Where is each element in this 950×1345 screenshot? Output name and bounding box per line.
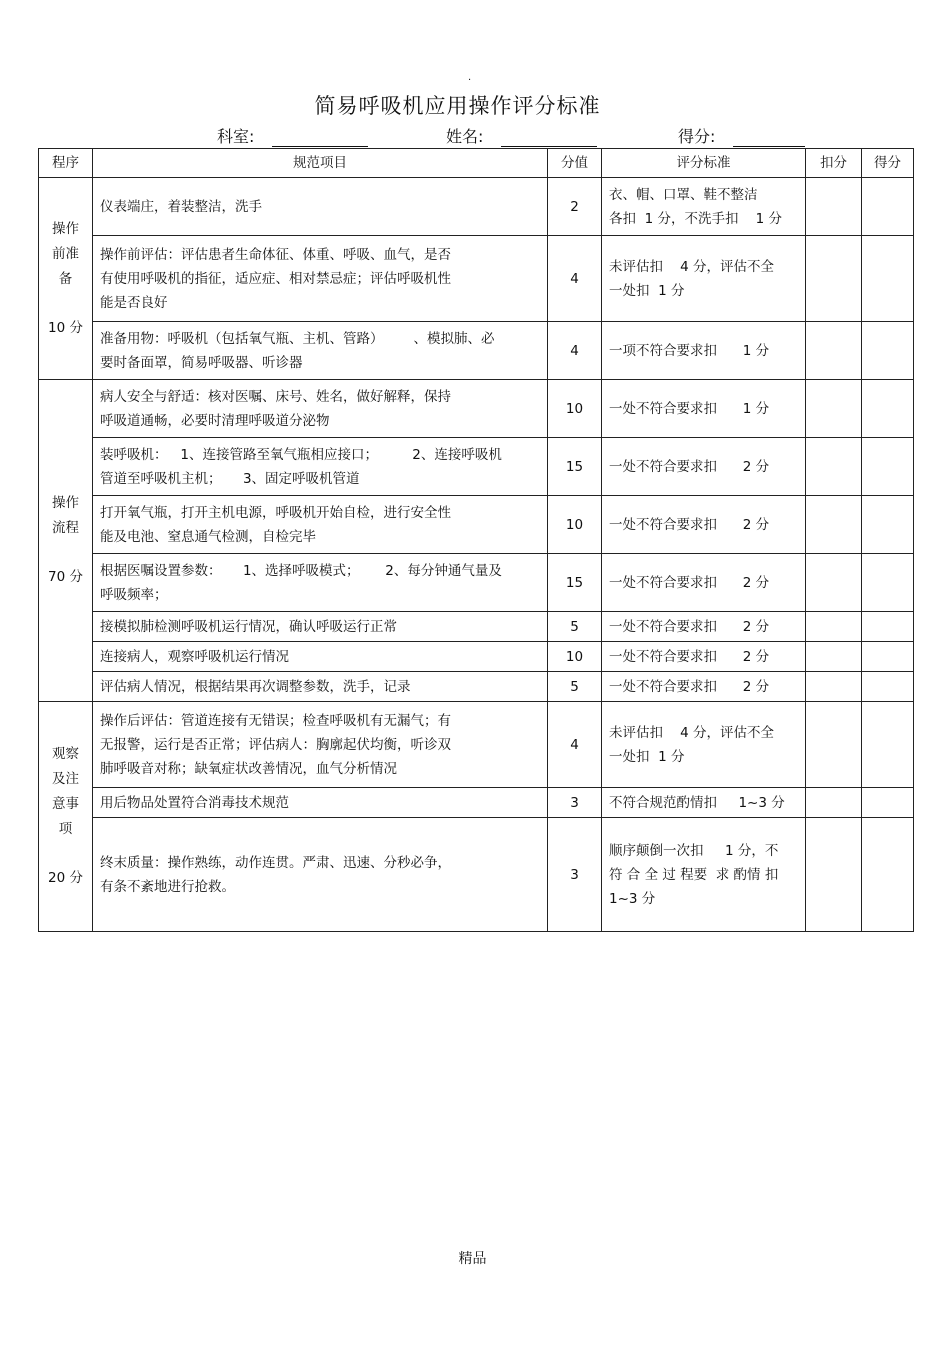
criteria-line: 符 合 全 过 程要 求 酌情 扣 [609, 866, 779, 883]
criteria-line: 一项不符合要求扣 1 分 [609, 342, 770, 359]
section-name-line: 操作 [52, 220, 79, 237]
criteria-cell [602, 672, 806, 702]
header-cell: 程序 [39, 149, 93, 178]
criteria-line: 一处不符合要求扣 2 分 [609, 618, 770, 635]
score-cell: 15 [548, 438, 602, 496]
deduction-cell[interactable] [806, 236, 862, 322]
criteria-line: 一处不符合要求扣 2 分 [609, 648, 770, 665]
item-line: 呼吸频率； [100, 586, 168, 603]
score-cell: 4 [548, 322, 602, 380]
score-cell: 10 [548, 380, 602, 438]
table-row [39, 178, 914, 236]
criteria-line: 一处不符合要求扣 2 分 [609, 516, 770, 533]
section-points: 70 分 [48, 569, 83, 585]
criteria-cell [602, 642, 806, 672]
table-row [39, 612, 914, 642]
criteria-cell [602, 612, 806, 642]
item-line: 评估病人情况，根据结果再次调整参数，洗手，记录 [100, 678, 411, 695]
header-cell: 分值 [548, 149, 602, 178]
criteria-line: 未评估扣 4 分，评估不全 [609, 258, 775, 275]
table-row [39, 380, 914, 438]
criteria-line: 未评估扣 4 分，评估不全 [609, 724, 775, 741]
footer-text: 精品 [458, 1251, 487, 1267]
name-field [446, 124, 597, 147]
obtained-cell[interactable] [862, 236, 914, 322]
department-field [217, 124, 368, 147]
name-label: 姓名: [446, 127, 484, 146]
item-line: 有条不紊地进行抢救。 [100, 878, 235, 895]
item-line: 管道至呼吸机主机； 3、固定呼吸机管道 [100, 470, 360, 487]
deduction-cell[interactable] [806, 672, 862, 702]
score-cell: 4 [548, 236, 602, 322]
table-header-row [39, 149, 914, 178]
section-cell [39, 702, 93, 932]
criteria-line: 顺序颠倒一次扣 1 分，不 [609, 842, 779, 859]
item-line: 装呼吸机： 1、连接管路至氧气瓶相应接口； 2、连接呼吸机 [100, 446, 502, 463]
criteria-cell [602, 496, 806, 554]
item-cell [93, 702, 548, 788]
item-line: 肺呼吸音对称；缺氧症状改善情况，血气分析情况 [100, 760, 397, 777]
section-points: 10 分 [48, 319, 83, 336]
page-title: 简易呼吸机应用操作评分标准 [314, 94, 601, 118]
table-row [39, 788, 914, 818]
table-row [39, 236, 914, 322]
table-row [39, 818, 914, 932]
item-cell [93, 554, 548, 612]
criteria-line: 一处不符合要求扣 1 分 [609, 400, 770, 417]
criteria-line: 一处不符合要求扣 2 分 [609, 574, 770, 591]
item-cell [93, 672, 548, 702]
obtained-cell[interactable] [862, 322, 914, 380]
criteria-line: 一处扣 1 分 [609, 748, 685, 765]
criteria-cell [602, 788, 806, 818]
table-row [39, 322, 914, 380]
item-line: 操作前评估：评估患者生命体征、体重、呼吸、血气，是否 [100, 246, 451, 263]
criteria-line: 一处不符合要求扣 2 分 [609, 458, 770, 475]
deduction-cell[interactable] [806, 642, 862, 672]
table-row [39, 702, 914, 788]
item-line: 仪表端庄，着装整洁，洗手 [100, 198, 262, 215]
item-line: 操作后评估：管道连接有无错误；检查呼吸机有无漏气；有 [100, 712, 451, 729]
item-line: 要时备面罩，简易呼吸器、听诊器 [100, 354, 303, 371]
score-cell: 10 [548, 496, 602, 554]
criteria-line: 各扣 1 分，不洗手扣 1 分 [609, 210, 783, 227]
deduction-cell[interactable] [806, 380, 862, 438]
obtained-cell[interactable] [862, 178, 914, 236]
header-cell: 规范项目 [93, 149, 548, 178]
criteria-cell [602, 380, 806, 438]
obtained-cell[interactable] [862, 642, 914, 672]
item-line: 准备用物：呼吸机（包括氧气瓶、主机、管路） 、模拟肺、必 [100, 330, 495, 347]
criteria-cell [602, 322, 806, 380]
criteria-cell [602, 554, 806, 612]
score-cell: 5 [548, 612, 602, 642]
section-name-line: 前准 [52, 245, 79, 262]
scoring-table [38, 148, 914, 932]
section-cell [39, 380, 93, 702]
score-cell: 3 [548, 788, 602, 818]
obtained-cell[interactable] [862, 702, 914, 788]
score-cell: 2 [548, 178, 602, 236]
deduction-cell[interactable] [806, 818, 862, 932]
item-line: 病人安全与舒适：核对医嘱、床号、姓名，做好解释，保持 [100, 388, 451, 405]
deduction-cell[interactable] [806, 554, 862, 612]
top-dot: . [468, 72, 472, 83]
deduction-cell[interactable] [806, 788, 862, 818]
table-row [39, 438, 914, 496]
obtained-cell[interactable] [862, 438, 914, 496]
section-cell [39, 178, 93, 380]
header-cell: 扣分 [806, 149, 862, 178]
item-line: 能及电池、窒息通气检测，自检完毕 [100, 528, 316, 545]
item-line: 终末质量：操作熟练，动作连贯。严肃、迅速、分秒必争， [100, 854, 451, 871]
item-line: 用后物品处置符合消毒技术规范 [100, 794, 289, 811]
item-cell [93, 380, 548, 438]
item-cell [93, 788, 548, 818]
criteria-line: 不符合规范酌情扣 1~3 分 [609, 794, 785, 811]
section-name-line: 及注 [52, 771, 79, 787]
section-points: 20 分 [48, 870, 83, 886]
item-line: 能是否良好 [100, 294, 168, 311]
obtained-cell[interactable] [862, 496, 914, 554]
item-cell [93, 322, 548, 380]
section-name-line: 观察 [52, 746, 79, 762]
score-blank [733, 126, 805, 147]
section-name-line: 操作 [52, 495, 79, 511]
item-line: 接模拟肺检测呼吸机运行情况，确认呼吸运行正常 [100, 618, 397, 635]
criteria-cell [602, 438, 806, 496]
header-cell: 得分 [862, 149, 914, 178]
criteria-cell [602, 178, 806, 236]
deduction-cell[interactable] [806, 178, 862, 236]
header-cell: 评分标准 [602, 149, 806, 178]
department-label: 科室: [217, 127, 255, 146]
deduction-cell[interactable] [806, 702, 862, 788]
score-cell: 15 [548, 554, 602, 612]
section-name-line: 项 [58, 821, 73, 837]
score-cell: 5 [548, 672, 602, 702]
item-line: 连接病人，观察呼吸机运行情况 [100, 648, 289, 665]
item-cell [93, 236, 548, 322]
item-line: 有使用呼吸机的指征，适应症、相对禁忌症；评估呼吸机性 [100, 270, 451, 287]
item-cell [93, 612, 548, 642]
score-cell: 3 [548, 818, 602, 932]
item-cell [93, 496, 548, 554]
criteria-cell [602, 236, 806, 322]
item-cell [93, 178, 548, 236]
score-field [678, 124, 805, 147]
section-name-line: 备 [58, 270, 73, 287]
obtained-cell[interactable] [862, 554, 914, 612]
name-blank [501, 126, 597, 147]
deduction-cell[interactable] [806, 438, 862, 496]
item-line: 打开氧气瓶，打开主机电源，呼吸机开始自检，进行安全性 [100, 504, 451, 521]
criteria-cell [602, 702, 806, 788]
item-cell [93, 438, 548, 496]
obtained-cell[interactable] [862, 788, 914, 818]
department-blank [272, 126, 368, 147]
score-label: 得分: [678, 127, 716, 146]
item-line: 呼吸道通畅，必要时清理呼吸道分泌物 [100, 412, 330, 429]
criteria-cell [602, 818, 806, 932]
criteria-line: 一处扣 1 分 [609, 282, 685, 299]
obtained-cell[interactable] [862, 672, 914, 702]
obtained-cell[interactable] [862, 818, 914, 932]
score-cell: 4 [548, 702, 602, 788]
table-row [39, 642, 914, 672]
section-name-line: 流程 [52, 520, 79, 536]
item-cell [93, 818, 548, 932]
obtained-cell[interactable] [862, 380, 914, 438]
score-cell: 10 [548, 642, 602, 672]
deduction-cell[interactable] [806, 322, 862, 380]
table-row [39, 496, 914, 554]
section-name-line: 意事 [52, 796, 79, 812]
criteria-line: 一处不符合要求扣 2 分 [609, 678, 770, 695]
item-cell [93, 642, 548, 672]
item-line: 根据医嘱设置参数： 1、选择呼吸模式； 2、每分钟通气量及 [100, 562, 502, 579]
item-line: 无报警，运行是否正常；评估病人：胸廓起伏均衡，听诊双 [100, 736, 451, 753]
deduction-cell[interactable] [806, 612, 862, 642]
table-row [39, 672, 914, 702]
deduction-cell[interactable] [806, 496, 862, 554]
criteria-line: 1~3 分 [609, 890, 656, 907]
criteria-line: 衣、帽、口罩、鞋不整洁 [609, 186, 758, 203]
table-row [39, 554, 914, 612]
obtained-cell[interactable] [862, 612, 914, 642]
